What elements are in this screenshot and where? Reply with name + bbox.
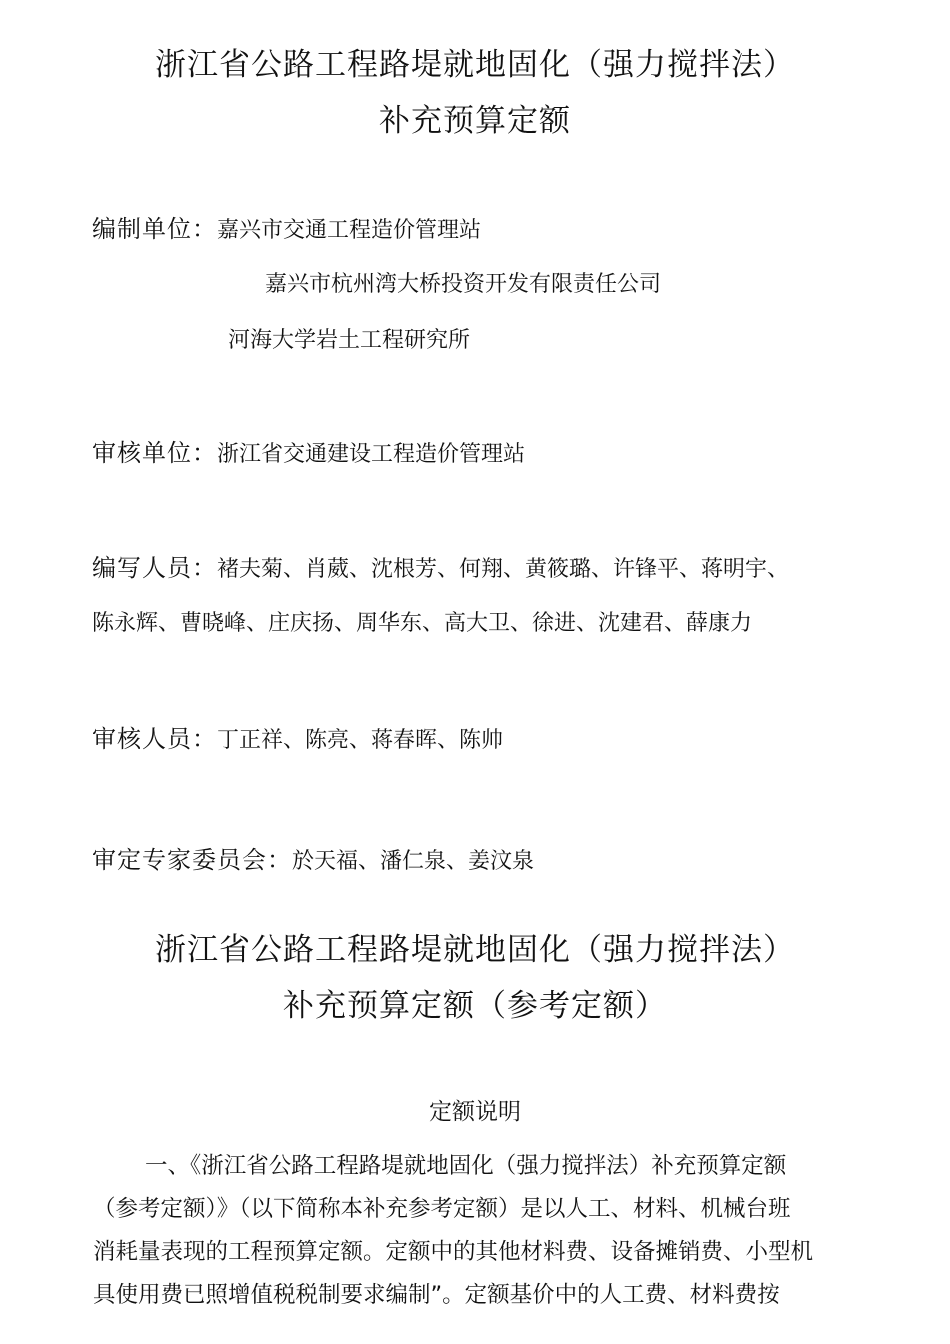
reviewers-label: 审核人员： [92,725,217,753]
compile-unit-2: 嘉兴市杭州湾大桥投资开发有限责任公司 [265,272,662,297]
section-heading: 定额说明 [429,1099,521,1125]
writers-line-2: 陈永辉、曹晓峰、庄庆扬、周华东、高大卫、徐进、沈建君、薛康力 [92,611,753,636]
cover-title-line-2: 补充预算定额 [379,103,571,139]
compile-unit-1: 嘉兴市交通工程造价管理站 [217,218,482,243]
paragraph-line-2: （参考定额）》（以下简称本补充参考定额）是以人工、材料、机械台班 [93,1196,791,1222]
reviewers: 丁正祥、陈亮、蒋春晖、陈帅 [217,728,504,753]
review-unit: 浙江省交通建设工程造价管理站 [217,442,526,467]
compile-unit-3: 河海大学岩土工程研究所 [228,328,471,353]
experts: 於天福、潘仁泉、姜汶泉 [292,849,535,874]
second-title-line-1: 浙江省公路工程路堤就地固化（强力搅拌法） [155,932,795,968]
paragraph-line-1: 一、《浙江省公路工程路堤就地固化（强力搅拌法）补充预算定额 [145,1153,787,1179]
experts-label: 审定专家委员会： [92,846,292,874]
review-unit-row [92,437,525,471]
review-unit-label: 审核单位： [92,439,217,467]
cover-title-line-1: 浙江省公路工程路堤就地固化（强力搅拌法） [155,47,795,83]
writers-label: 编写人员： [92,554,217,582]
second-title-line-2: 补充预算定额（参考定额） [283,988,667,1024]
writers-line-1: 褚夫菊、肖葳、沈根芳、何翔、黄筱璐、许锋平、蒋明宇、 [217,557,790,582]
paragraph-line-4: 具使用费已照增值税税制要求编制”。定额基价中的人工费、材料费按 [93,1282,780,1308]
paragraph-line-3: 消耗量表现的工程预算定额。定额中的其他材料费、设备摊销费、小型机 [93,1239,814,1265]
compile-unit-label: 编制单位： [92,215,217,243]
experts-row [92,844,534,878]
compile-unit-row [92,213,481,247]
writers-row [92,552,789,586]
reviewers-row [92,723,503,757]
